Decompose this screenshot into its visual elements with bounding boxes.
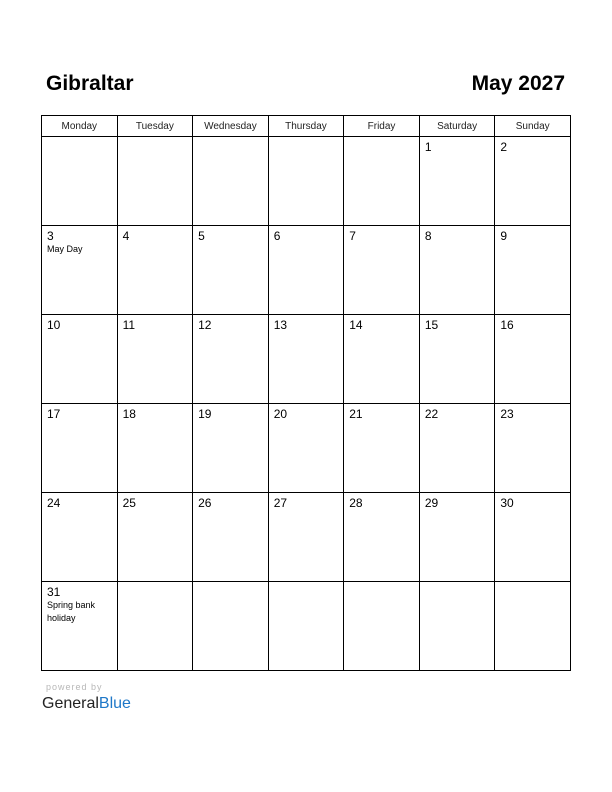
day-number: 15 [424, 318, 439, 332]
day-number: 9 [500, 229, 508, 243]
day-number: 4 [122, 229, 130, 243]
day-number: 6 [273, 229, 281, 243]
day-number: 5 [198, 229, 205, 243]
calendar-week-row [42, 582, 571, 671]
calendar-body [42, 137, 571, 671]
day-cell [344, 226, 420, 315]
day-number: 13 [273, 318, 288, 332]
weekday-header-tuesday: Tuesday [117, 116, 193, 137]
day-cell [193, 226, 269, 315]
empty-day-cell [268, 582, 344, 671]
powered-by-text: powered by [46, 682, 103, 692]
month-year-title: May 2027 [471, 72, 565, 95]
day-cell [495, 404, 571, 493]
day-number: 19 [198, 407, 212, 421]
day-number: 30 [500, 496, 514, 510]
day-number: 22 [424, 407, 439, 421]
day-number: 11 [122, 318, 136, 332]
empty-day-cell [419, 582, 495, 671]
day-number: 24 [47, 496, 61, 510]
empty-day-cell [268, 137, 344, 226]
day-cell [344, 404, 420, 493]
day-number: 27 [273, 496, 288, 510]
day-number: 28 [349, 496, 363, 510]
day-number: 2 [500, 140, 508, 154]
day-cell [419, 315, 495, 404]
brand-general-text: General [42, 695, 99, 712]
empty-day-cell [117, 137, 193, 226]
day-cell [42, 404, 118, 493]
calendar-week-row [42, 137, 571, 226]
empty-day-cell [495, 582, 571, 671]
day-cell [495, 137, 571, 226]
day-number: 14 [349, 318, 363, 332]
day-cell [419, 404, 495, 493]
day-cell [419, 226, 495, 315]
day-cell [419, 137, 495, 226]
day-cell [268, 493, 344, 582]
holiday-label: Spring bank holiday [47, 600, 96, 623]
day-number: 1 [424, 140, 432, 154]
day-cell [419, 493, 495, 582]
calendar-week-row [42, 315, 571, 404]
day-cell [193, 493, 269, 582]
day-cell [42, 493, 118, 582]
day-number: 23 [500, 407, 514, 421]
empty-day-cell [193, 582, 269, 671]
empty-day-cell [344, 137, 420, 226]
weekday-header-saturday: Saturday [419, 116, 495, 137]
footer-branding [42, 681, 162, 714]
day-cell [42, 315, 118, 404]
calendar-week-row [42, 404, 571, 493]
holiday-label: May Day [47, 244, 83, 254]
weekday-header-row [42, 116, 571, 137]
day-cell [117, 315, 193, 404]
day-number: 26 [198, 496, 212, 510]
calendar-week-row [42, 493, 571, 582]
day-cell [495, 315, 571, 404]
day-cell [495, 493, 571, 582]
day-cell [495, 226, 571, 315]
day-cell [193, 404, 269, 493]
calendar-header [42, 68, 571, 100]
day-cell [42, 226, 118, 315]
day-cell [344, 493, 420, 582]
day-cell [268, 404, 344, 493]
day-number: 29 [424, 496, 439, 510]
weekday-header-wednesday: Wednesday [193, 116, 269, 137]
weekday-header-friday: Friday [344, 116, 420, 137]
day-number: 21 [349, 407, 363, 421]
day-number: 18 [122, 407, 136, 421]
country-title: Gibraltar [46, 72, 134, 95]
day-number: 31 [47, 585, 61, 599]
day-cell [344, 315, 420, 404]
weekday-header-monday: Monday [42, 116, 118, 137]
day-cell [117, 404, 193, 493]
day-cell [193, 315, 269, 404]
month-calendar-grid [41, 115, 571, 671]
weekday-header-sunday: Sunday [495, 116, 571, 137]
empty-day-cell [344, 582, 420, 671]
empty-day-cell [193, 137, 269, 226]
day-number: 17 [47, 407, 61, 421]
day-number: 8 [424, 229, 432, 243]
empty-day-cell [42, 137, 118, 226]
day-number: 20 [273, 407, 288, 421]
day-number: 10 [47, 318, 61, 332]
day-cell [268, 226, 344, 315]
day-number: 12 [198, 318, 212, 332]
calendar-week-row [42, 226, 571, 315]
day-cell [42, 582, 118, 671]
day-number: 7 [349, 229, 356, 243]
weekday-header-thursday: Thursday [268, 116, 344, 137]
day-number: 16 [500, 318, 514, 332]
brand-blue-text: Blue [98, 695, 131, 712]
day-number: 25 [122, 496, 136, 510]
day-cell [117, 493, 193, 582]
day-cell [117, 226, 193, 315]
empty-day-cell [117, 582, 193, 671]
generalblue-logo[interactable] [42, 694, 162, 714]
day-cell [268, 315, 344, 404]
day-number: 3 [47, 229, 54, 243]
